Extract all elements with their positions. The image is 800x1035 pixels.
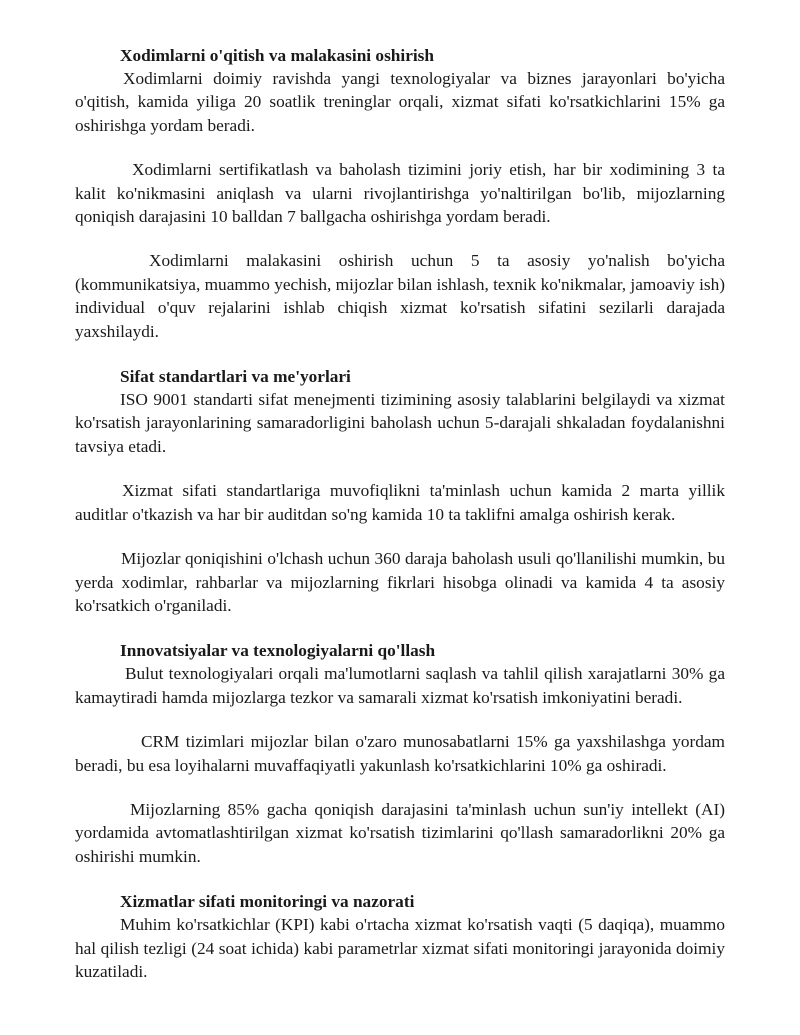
- document-page: [75, 44, 725, 983]
- paragraph: Mijozlarning 85% gacha qoniqish darajasini ta'minlash uchun sun'iy intellekt (AI) yordamida avtomatlashtirilgan xizmat ko'rsatish tizimlarini qo'llash samaradorlikni 20% ga oshirishi mumkin.: [75, 799, 725, 866]
- section-staff-training: [75, 44, 725, 343]
- paragraph: ISO 9001 standarti sifat menejmenti tizimining asosiy talablarini belgilaydi va xizmat ko'rsatish jarayonlarining samaradorligini baholash uchun 5-darajali shkaladan foydalanishni tavsiya etadi.: [75, 390, 725, 456]
- section-monitoring: [75, 890, 725, 983]
- section-heading: Sifat standartlari va me'yorlari: [120, 367, 351, 387]
- paragraph: Mijozlar qoniqishini o'lchash uchun 360 daraja baholash usuli qo'llanilishi mumkin, bu yerda xodimlar, rahbarlar va mijozlarning fikrlari hisobga olinadi va kamida 4 ta asosiy ko'rsatkich o'rganiladi.: [75, 549, 725, 615]
- paragraph: Xodimlarni malakasini oshirish uchun 5 ta asosiy yo'nalish bo'yicha (kommunikatsiya, muammo yechish, mijozlar bilan ishlash, texnik ko'nikmalar, jamoaviy ish) individual o'quv rejalarini ishlab chiqish xizmat ko'rsatish sifatini sezilarli darajada yaxshilaydi.: [75, 251, 725, 341]
- section-innovations: [75, 639, 725, 868]
- paragraph: Bulut texnologiyalari orqali ma'lumotlarni saqlash va tahlil qilish xarajatlarni 30% ga kamaytiradi hamda mijozlarga tezkor va samarali xizmat ko'rsatish imkoniyatini beradi.: [75, 664, 725, 707]
- paragraph: Xodimlarni sertifikatlash va baholash tizimini joriy etish, har bir xodimining 3 ta kalit ko'nikmasini aniqlash va ularni rivojlantirishga yo'naltirilgan bo'lib, mijozlarning qoniqish darajasini 10 balldan 7 ballgacha oshirishga yordam beradi.: [75, 160, 725, 227]
- section-heading: Xizmatlar sifati monitoringi va nazorati: [120, 892, 415, 912]
- section-heading: Xodimlarni o'qitish va malakasini oshirish: [120, 46, 435, 65]
- paragraph: Xizmat sifati standartlariga muvofiqlikni ta'minlash uchun kamida 2 marta yillik auditlar o'tkazish va har bir auditdan so'ng kamida 10 ta taklifni amalga oshirish kerak.: [75, 481, 725, 524]
- paragraph: Muhim ko'rsatkichlar (KPI) kabi o'rtacha xizmat ko'rsatish vaqti (5 daqiqa), muammo hal qilish tezligi (24 soat ichida) kabi parametrlar xizmat sifati monitoringi jarayonida doimiy kuzatiladi.: [75, 915, 725, 981]
- section-heading: Innovatsiyalar va texnologiyalarni qo'llash: [120, 641, 436, 661]
- paragraph: CRM tizimlari mijozlar bilan o'zaro munosabatlarni 15% ga yaxshilashga yordam beradi, bu esa loyihalarni muvaffaqiyatli yakunlash ko'rsatkichlarini 10% ga oshiradi.: [75, 732, 725, 775]
- paragraph: Xodimlarni doimiy ravishda yangi texnologiyalar va biznes jarayonlari bo'yicha o'qitish, kamida yiliga 20 soatlik treninglar orqali, xizmat sifati ko'rsatkichlarini 15% ga oshirishga yordam beradi.: [75, 69, 725, 135]
- section-quality-standards: [75, 365, 725, 617]
